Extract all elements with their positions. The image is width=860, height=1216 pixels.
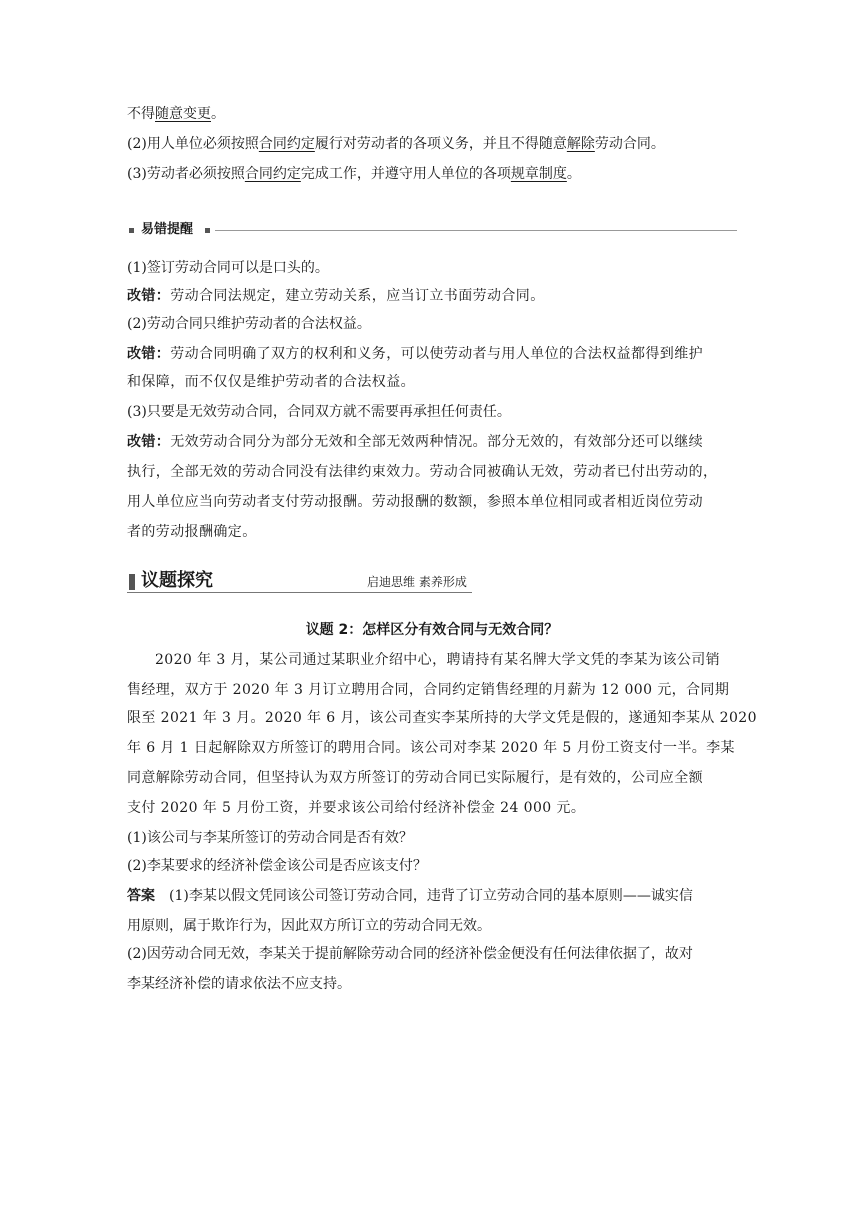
mistake-item: (2)劳动合同只维护劳动者的合法权益。 (127, 316, 371, 332)
correction-line: 和保障，而不仅仅是维护劳动者的合法权益。 (127, 374, 415, 390)
section-subtitle: 启迪思维 素养形成 (367, 575, 467, 589)
square-bullet-icon (205, 228, 210, 233)
banner-marker-icon (129, 574, 135, 590)
text: 劳动合同。 (594, 136, 665, 152)
reminder-title: 易错提醒 (141, 222, 194, 237)
text: 无效劳动合同分为部分无效和全部无效两种情况。部分无效的，有效部分还可以继续 (170, 434, 704, 450)
question: (2)李某要求的经济补偿金该公司是否应该支付？ (127, 858, 427, 874)
correction-line: 执行，全部无效的劳动合同没有法律约束效力。劳动合同被确认无效，劳动者已付出劳动的， (127, 464, 718, 480)
text: 劳动合同明确了双方的权利和义务，可以使劳动者与用人单位的合法权益都得到维护 (170, 346, 704, 362)
mistake-item: (3)只要是无效劳动合同，合同双方就不需要再承担任何责任。 (127, 404, 511, 420)
correction-line: 用人单位应当向劳动者支付劳动报酬。劳动报酬的数额，参照本单位相同或者相近岗位劳动 (127, 494, 703, 510)
topic-heading: 议题 2：怎样区分有效合同与无效合同？ (305, 622, 559, 638)
answer-line: 李某经济补偿的请求依法不应支持。 (127, 976, 351, 992)
text: 劳动合同法规定，建立劳动关系，应当订立书面劳动合同。 (170, 288, 545, 304)
correction-label: 改错： (127, 346, 171, 362)
section-title: 议题探究 (141, 570, 213, 591)
correction-line (127, 344, 737, 364)
answer-label: 答案 (127, 888, 155, 904)
underlined-term: 合同约定 (258, 136, 315, 152)
correction-line (127, 286, 737, 306)
section-banner (127, 570, 472, 594)
underlined-term: 合同约定 (244, 166, 301, 182)
underlined-term: 随意变更 (155, 106, 211, 122)
divider (215, 230, 737, 231)
text: 履行对劳动者的各项义务，并且不得随意 (314, 136, 567, 152)
underlined-term: 规章制度 (510, 166, 567, 182)
text-line (127, 104, 737, 124)
mistake-item: (1)签订劳动合同可以是口头的。 (127, 260, 329, 276)
correction-line: 者的劳动报酬确定。 (127, 524, 257, 540)
paragraph-line: 支付 2020 年 5 月份工资，并要求该公司给付经济补偿金 24 000 元。 (127, 800, 586, 816)
text: 。 (211, 106, 225, 122)
answer-line: (2)因劳动合同无效，李某关于提前解除劳动合同的经济补偿金便没有任何法律依据了，故对 (127, 946, 693, 962)
correction-label: 改错： (127, 288, 171, 304)
correction-line (127, 432, 737, 452)
paragraph-line: 年 6 月 1 日起解除双方所签订的聘用合同。该公司对李某 2020 年 5 月份工资支付一半。李某 (127, 740, 735, 756)
answer-line: 用原则，属于欺诈行为，因此双方所订立的劳动合同无效。 (127, 918, 491, 934)
underlined-term: 解除 (566, 136, 595, 152)
answer-line (127, 886, 737, 906)
divider (127, 592, 472, 593)
text-line (127, 134, 737, 154)
text: (1)李某以假文凭同该公司签订劳动合同，违背了订立劳动合同的基本原则——诚实信 (169, 888, 693, 904)
square-bullet-icon (129, 228, 134, 233)
text: (3)劳动者必须按照 (127, 166, 245, 182)
paragraph-line: 2020 年 3 月，某公司通过某职业介绍中心，聘请持有某名牌大学文凭的李某为该公司销 (155, 652, 721, 668)
text: (2)用人单位必须按照 (127, 136, 259, 152)
text: 完成工作，并遵守用人单位的各项 (300, 166, 511, 182)
reminder-header (127, 221, 737, 239)
paragraph-line: 售经理，双方于 2020 年 3 月订立聘用合同，合同约定销售经理的月薪为 12 000 元，合同期 (127, 682, 730, 698)
question: (1)该公司与李某所签订的劳动合同是否有效？ (127, 830, 413, 846)
text: 。 (566, 166, 581, 182)
paragraph-line: 限至 2021 年 3 月。2020 年 6 月，该公司查实李某所持的大学文凭是假的，遂通知李某从 2020 (127, 710, 757, 726)
correction-label: 改错： (127, 434, 171, 450)
text-line (127, 164, 737, 184)
paragraph-line: 同意解除劳动合同，但坚持认为双方所签订的劳动合同已实际履行，是有效的，公司应全额 (127, 770, 703, 786)
text: 不得 (127, 106, 155, 122)
